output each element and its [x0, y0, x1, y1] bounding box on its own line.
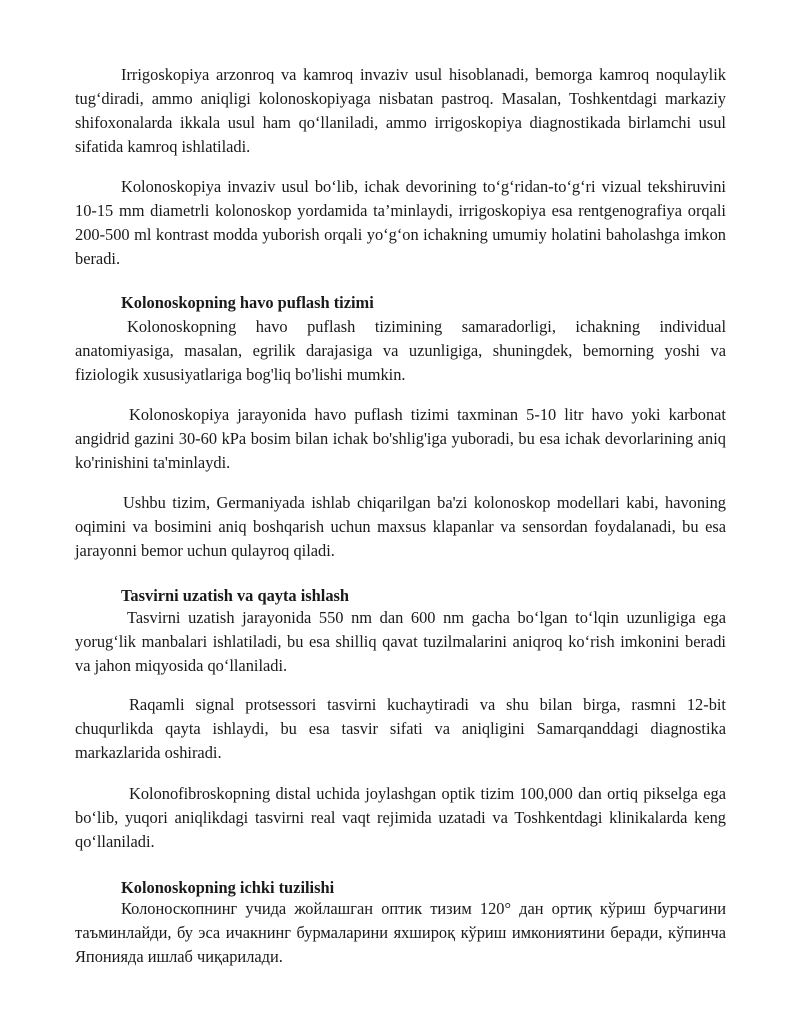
section-heading-image-transmission: Tasvirni uzatish va qayta ishlash — [121, 586, 350, 605]
paragraph-light-wavelength: Tasvirni uzatish jarayonida 550 nm dan 600 nm gacha bo‘lgan to‘lqin uzunligiga ega yorug‘lik manbalari ishlatiladi, bu esa shilliq qavat tuzilmalarini aniqroq ko‘rish imkonini beradi va jahon miqyosida qo‘llaniladi. — [75, 608, 726, 675]
paragraph-insufflation-efficiency: Kolonoskopning havo puflash tizimining samaradorligi, ichakning individual anatomiyasiga, masalan, egrilik darajasiga va uzunligiga, shuningdek, bemorning yoshi va fiziologik xususiyatlariga bog'liq bo'lishi mumkin. — [75, 317, 726, 384]
paragraph-insufflation-volume: Kolonoskopiya jarayonida havo puflash tizimi taxminan 5-10 litr havo yoki karbonat angidrid gazini 30-60 kPa bosim bilan ichak bo'shlig'iga yuboradi, bu esa ichak devorlarining aniq ko'rinishini ta'minlaydi. — [75, 405, 726, 472]
section-heading-internal-structure: Kolonoskopning ichki tuzilishi — [121, 878, 335, 897]
paragraph-kolonoskopiya-invasive: Kolonoskopiya invaziv usul bo‘lib, ichak devorining to‘g‘ridan-to‘g‘ri vizual tekshiruvini 10-15 mm diametrli kolonoskop yordamida ta’minlaydi, irrigoskopiya esa rentgenografiya orqali 200-500 ml kontrast modda yuborish orqali yo‘g‘on ichakning umumiy holatini baholashga imkon beradi. — [75, 177, 726, 268]
section-heading-air-insufflation: Kolonoskopning havo puflash tizimi — [121, 293, 374, 312]
paragraph-signal-processor: Raqamli signal protsessori tasvirni kuchaytiradi va shu bilan birga, rasmni 12-bit chuqurlikda qayta ishlaydi, bu esa tasvir sifati va aniqligini Samarqanddagi diagnostika markazlarida oshiradi. — [75, 695, 726, 762]
paragraph-irrigoskopiya-comparison: Irrigoskopiya arzonroq va kamroq invaziv usul hisoblanadi, bemorga kamroq noqulaylik tug‘diradi, ammo aniqligi kolonoskopiyaga nisbatan pastroq. Masalan, Toshkentdagi markaziy shifoxonalarda ikkala usul ham qo‘llaniladi, ammo irrigoskopiya diagnostikada birlamchi usul sifatida kamroq ishlatiladi. — [75, 65, 726, 156]
paragraph-cyrillic-view-angle: Колоноскопнинг учида жойлашган оптик тизим 120° дан ортиқ кўриш бурчагини таъминлайди, бу эса ичакнинг бурмаларини яхшироқ кўриш имкониятини беради, кўпинча Японияда ишлаб чиқарилади. — [75, 899, 726, 966]
paragraph-optical-pixels: Kolonofibroskopning distal uchida joylashgan optik tizim 100,000 dan ortiq pikselga ega bo‘lib, yuqori aniqlikdagi tasvirni real vaqt rejimida uzatadi va Toshkentdagi klinikalarda keng qo‘llaniladi. — [75, 784, 726, 851]
paragraph-insufflation-valves: Ushbu tizim, Germaniyada ishlab chiqarilgan ba'zi kolonoskop modellari kabi, havoning oqimini va bosimini aniq boshqarish uchun maxsus klapanlar va sensordan foydalanadi, bu esa jarayonni bemor uchun qulayroq qiladi. — [75, 493, 726, 560]
